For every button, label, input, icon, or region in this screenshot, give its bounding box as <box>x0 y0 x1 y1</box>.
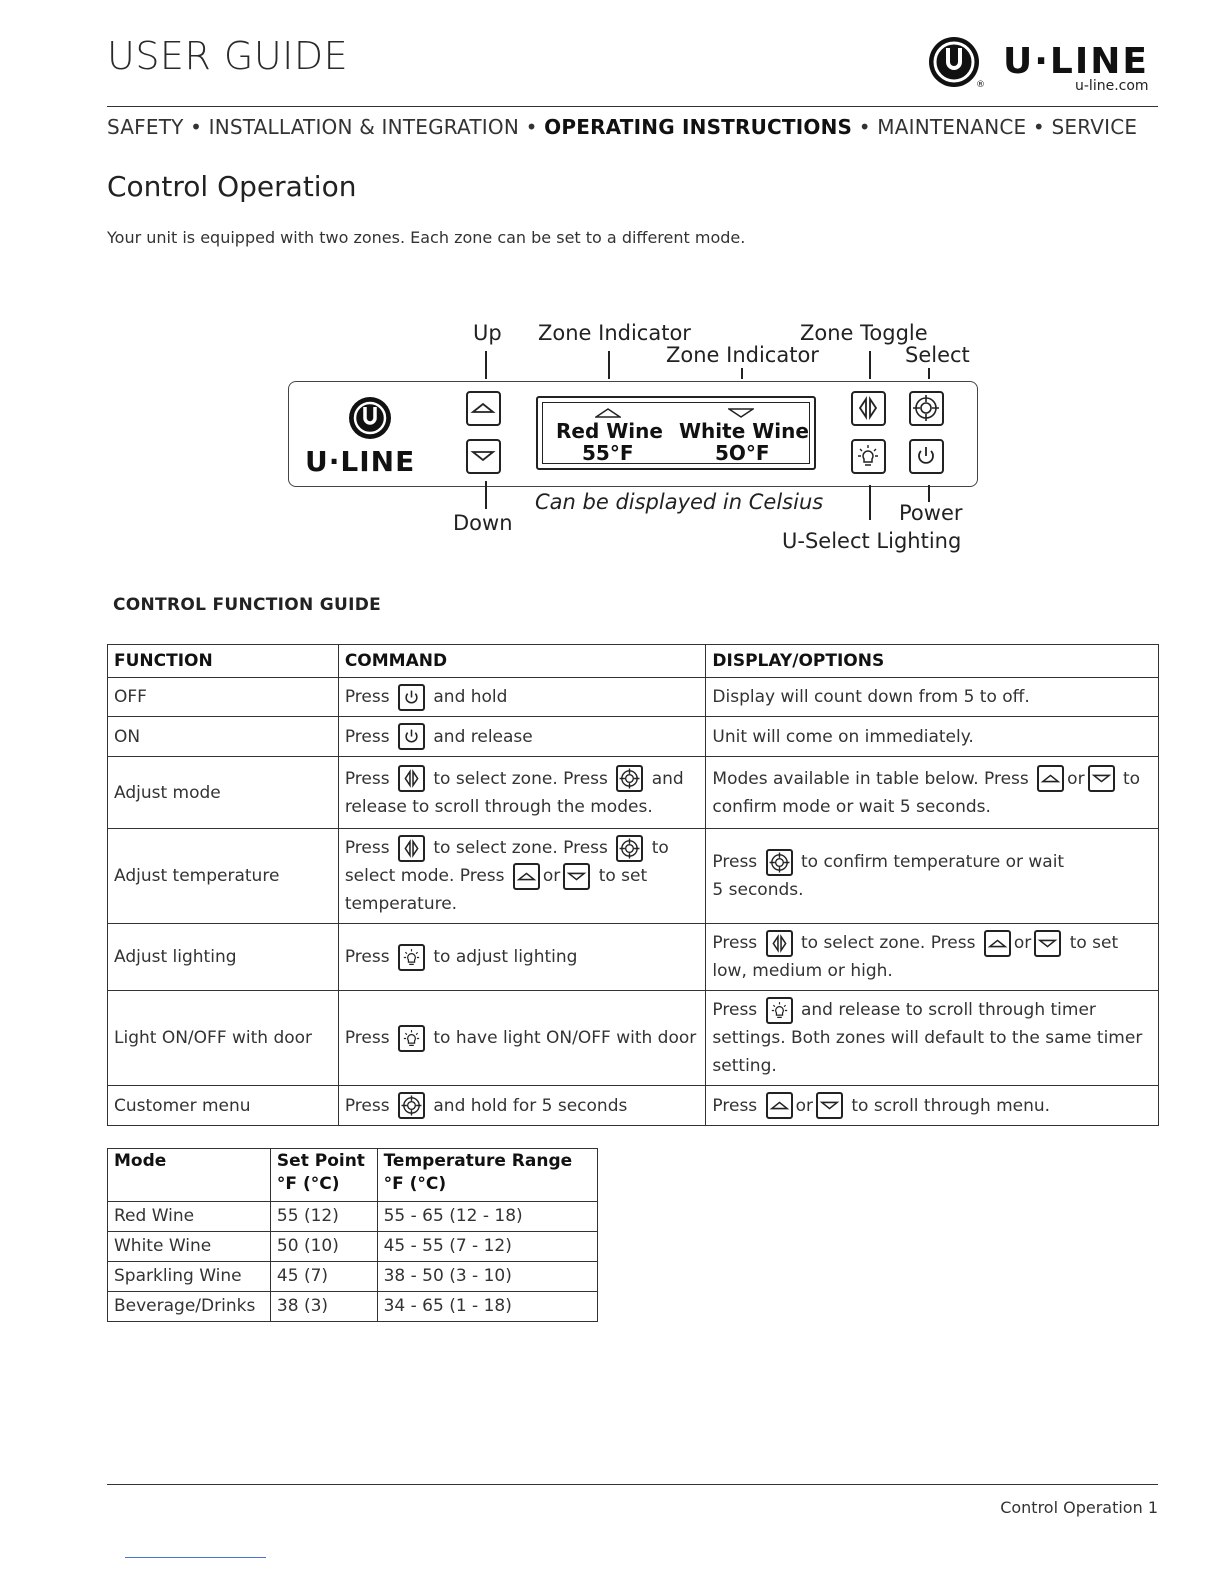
label-select: Select <box>905 343 970 367</box>
leader-line-down <box>485 481 487 509</box>
label-u-select-lighting: U-Select Lighting <box>782 529 962 553</box>
chevron-up-icon <box>984 930 1011 957</box>
zone-toggle-icon <box>398 765 425 792</box>
temperature-range-unit: °F (°C) <box>383 1174 447 1194</box>
chevron-up-icon <box>766 1092 793 1119</box>
select-target-icon <box>616 765 643 792</box>
word-press: Press <box>344 1028 390 1048</box>
function-cell: Adjust temperature <box>108 829 339 924</box>
zone-toggle-icon <box>766 930 793 957</box>
table-row <box>108 678 1159 717</box>
word-press: Press <box>712 1000 758 1020</box>
table-row <box>108 1232 598 1262</box>
nav-item-maintenance[interactable]: MAINTENANCE <box>877 115 1027 139</box>
mode-cell: Sparkling Wine <box>108 1262 271 1292</box>
chevron-down-icon <box>468 441 498 471</box>
column-header-temperature-range <box>377 1149 597 1202</box>
power-icon <box>398 684 425 711</box>
table-row <box>108 991 1159 1086</box>
command-text: to select zone. Press <box>433 838 608 858</box>
command-cell <box>338 717 706 757</box>
temperature-range-label: Temperature Range <box>383 1151 573 1171</box>
label-zone-toggle: Zone Toggle <box>800 321 928 345</box>
label-down: Down <box>453 511 513 535</box>
word-to: to <box>651 838 669 858</box>
footer-divider <box>107 1484 1158 1485</box>
section-nav <box>107 115 1158 139</box>
leader-line-zone-right <box>741 368 743 379</box>
guide-title: CONTROL FUNCTION GUIDE <box>113 595 382 615</box>
select-button[interactable] <box>909 391 944 426</box>
light-bulb-icon <box>853 441 883 471</box>
section-title: Control Operation <box>107 170 357 203</box>
chevron-down-icon <box>1034 930 1061 957</box>
power-button[interactable] <box>909 439 944 474</box>
column-header-set-point <box>270 1149 377 1202</box>
brand-url[interactable]: u-line.com <box>1075 78 1149 94</box>
intro-text: Your unit is equipped with two zones. Each zone can be set to a different mode. <box>107 228 746 247</box>
display-text: 5 seconds. <box>712 880 804 900</box>
display-text: to confirm temperature or wait <box>800 852 1065 872</box>
leader-line-select <box>928 368 930 379</box>
command-text: and hold <box>433 687 508 707</box>
command-cell <box>338 678 706 717</box>
light-bulb-icon <box>766 997 793 1024</box>
column-header-mode: Mode <box>108 1149 271 1202</box>
mode-cell: Red Wine <box>108 1202 271 1232</box>
command-text: select mode. Press <box>344 866 505 886</box>
celsius-note: Can be displayed in Celsius <box>535 490 824 514</box>
power-icon <box>398 723 425 750</box>
command-cell <box>338 991 706 1086</box>
table-row <box>108 1292 598 1322</box>
word-press: Press <box>712 852 758 872</box>
label-zone-indicator-left: Zone Indicator <box>538 321 691 345</box>
nav-separator: • <box>858 115 871 139</box>
zone-indicator-down-icon <box>728 407 754 419</box>
word-press: Press <box>344 687 390 707</box>
display-text: setting. <box>712 1056 777 1076</box>
word-press: Press <box>712 1095 758 1116</box>
page-title: USER GUIDE <box>107 34 349 78</box>
command-text: release to scroll through the modes. <box>344 796 653 817</box>
select-target-icon <box>398 1092 425 1119</box>
command-text: to select zone. Press <box>433 768 608 789</box>
nav-item-operating-instructions[interactable]: OPERATING INSTRUCTIONS <box>544 115 853 139</box>
chevron-up-icon <box>468 393 498 423</box>
select-target-icon <box>766 849 793 876</box>
display-text: Modes available in table below. Press <box>712 768 1029 789</box>
down-button[interactable] <box>466 439 501 474</box>
nav-item-installation[interactable]: INSTALLATION & INTEGRATION <box>208 115 520 139</box>
table-row <box>108 1262 598 1292</box>
up-button[interactable] <box>466 391 501 426</box>
zone-2-name: White Wine <box>679 419 809 443</box>
word-press: Press <box>344 947 390 967</box>
column-header-command: COMMAND <box>338 645 706 678</box>
footer-link-underline[interactable] <box>125 1557 266 1558</box>
zone-toggle-icon <box>853 393 883 423</box>
table-row <box>108 924 1159 991</box>
chevron-down-icon <box>563 863 590 890</box>
set-point-cell: 50 (10) <box>270 1232 377 1262</box>
range-cell: 38 - 50 (3 - 10) <box>377 1262 597 1292</box>
display-text: confirm mode or wait 5 seconds. <box>712 796 991 817</box>
display-text: to scroll through menu. <box>851 1095 1051 1116</box>
chevron-down-icon <box>816 1092 843 1119</box>
zone-1-temp: 55°F <box>582 441 634 465</box>
header-divider <box>107 106 1158 107</box>
function-cell: Light ON/OFF with door <box>108 991 339 1086</box>
word-or: or <box>1013 933 1032 953</box>
word-press: Press <box>344 838 390 858</box>
leader-line-up <box>485 351 487 379</box>
mode-cell: White Wine <box>108 1232 271 1262</box>
command-cell <box>338 1086 706 1126</box>
display-cell <box>706 757 1159 829</box>
zone-indicator-up-icon <box>595 407 621 419</box>
command-text: to have light ON/OFF with door <box>433 1028 697 1048</box>
table-row <box>108 829 1159 924</box>
label-power: Power <box>899 501 963 525</box>
function-cell: Adjust mode <box>108 757 339 829</box>
column-header-display: DISPLAY/OPTIONS <box>706 645 1159 678</box>
light-bulb-icon <box>398 944 425 971</box>
word-press: Press <box>344 1095 390 1116</box>
command-text: temperature. <box>344 894 458 914</box>
display-text: to set <box>1069 933 1119 953</box>
control-function-table <box>107 644 1159 1126</box>
chevron-up-icon <box>1037 765 1064 792</box>
temperature-display <box>536 396 816 470</box>
zone-1-name: Red Wine <box>556 419 663 443</box>
table-header-row <box>108 645 1159 678</box>
command-cell <box>338 757 706 829</box>
column-header-function: FUNCTION <box>108 645 339 678</box>
display-cell <box>706 924 1159 991</box>
mode-table <box>107 1148 598 1322</box>
display-text: settings. Both zones will default to the same timer <box>712 1028 1143 1048</box>
nav-separator: • <box>190 115 203 139</box>
display-text: and release to scroll through timer <box>800 1000 1096 1020</box>
word-or: or <box>795 1095 813 1116</box>
select-target-icon <box>616 835 643 862</box>
set-point-cell: 38 (3) <box>270 1292 377 1322</box>
word-press: Press <box>344 768 390 789</box>
display-cell: Display will count down from 5 to off. <box>706 678 1159 717</box>
light-bulb-icon <box>398 1025 425 1052</box>
label-zone-indicator-right: Zone Indicator <box>666 343 819 367</box>
range-cell: 55 - 65 (12 - 18) <box>377 1202 597 1232</box>
command-cell <box>338 924 706 991</box>
set-point-label: Set Point <box>276 1151 365 1171</box>
word-or: or <box>542 866 561 886</box>
nav-separator: • <box>1032 115 1045 139</box>
command-text: to set <box>598 866 648 886</box>
display-cell <box>706 1086 1159 1126</box>
leader-line-lighting <box>869 485 871 520</box>
word-or: or <box>1067 768 1085 789</box>
word-and: and <box>651 768 684 789</box>
page-footer-label: Control Operation 1 <box>1000 1498 1158 1517</box>
display-text: low, medium or high. <box>712 961 893 981</box>
table-row <box>108 717 1159 757</box>
select-target-icon <box>911 393 941 423</box>
nav-separator: • <box>525 115 538 139</box>
control-panel-diagram <box>288 318 988 563</box>
word-press: Press <box>712 933 758 953</box>
range-cell: 34 - 65 (1 - 18) <box>377 1292 597 1322</box>
table-row <box>108 1086 1159 1126</box>
command-text: and hold for 5 seconds <box>433 1095 628 1116</box>
leader-line-power <box>928 485 930 502</box>
table-row <box>108 1202 598 1232</box>
display-cell: Unit will come on immediately. <box>706 717 1159 757</box>
set-point-cell: 45 (7) <box>270 1262 377 1292</box>
function-cell: ON <box>108 717 339 757</box>
word-press: Press <box>344 726 390 747</box>
function-cell: Adjust lighting <box>108 924 339 991</box>
range-cell: 45 - 55 (7 - 12) <box>377 1232 597 1262</box>
display-cell <box>706 991 1159 1086</box>
word-to: to <box>1122 768 1141 789</box>
power-icon <box>911 441 941 471</box>
display-cell <box>706 829 1159 924</box>
leader-line-zone-left <box>608 351 610 379</box>
table-row <box>108 757 1159 829</box>
function-cell: Customer menu <box>108 1086 339 1126</box>
panel-logo <box>305 397 435 477</box>
set-point-cell: 55 (12) <box>270 1202 377 1232</box>
lighting-button[interactable] <box>851 439 886 474</box>
command-text: to adjust lighting <box>433 947 578 967</box>
leader-line-zone-toggle <box>869 351 871 379</box>
command-cell <box>338 829 706 924</box>
label-up: Up <box>473 321 502 345</box>
zone-toggle-button[interactable] <box>851 391 886 426</box>
display-text: to select zone. Press <box>800 933 976 953</box>
nav-item-service[interactable]: SERVICE <box>1051 115 1138 139</box>
zone-toggle-icon <box>398 835 425 862</box>
set-point-unit: °F (°C) <box>276 1174 340 1194</box>
svg-text:U·LINE: U·LINE <box>1003 41 1149 82</box>
function-cell: OFF <box>108 678 339 717</box>
table-header-row <box>108 1149 598 1202</box>
svg-text:®: ® <box>976 80 985 90</box>
mode-cell: Beverage/Drinks <box>108 1292 271 1322</box>
svg-text:U·LINE: U·LINE <box>305 445 416 477</box>
zone-2-temp: 5O°F <box>715 441 770 465</box>
chevron-down-icon <box>1088 765 1115 792</box>
command-text: and release <box>433 726 533 747</box>
chevron-up-icon <box>513 863 540 890</box>
nav-item-safety[interactable]: SAFETY <box>107 115 184 139</box>
